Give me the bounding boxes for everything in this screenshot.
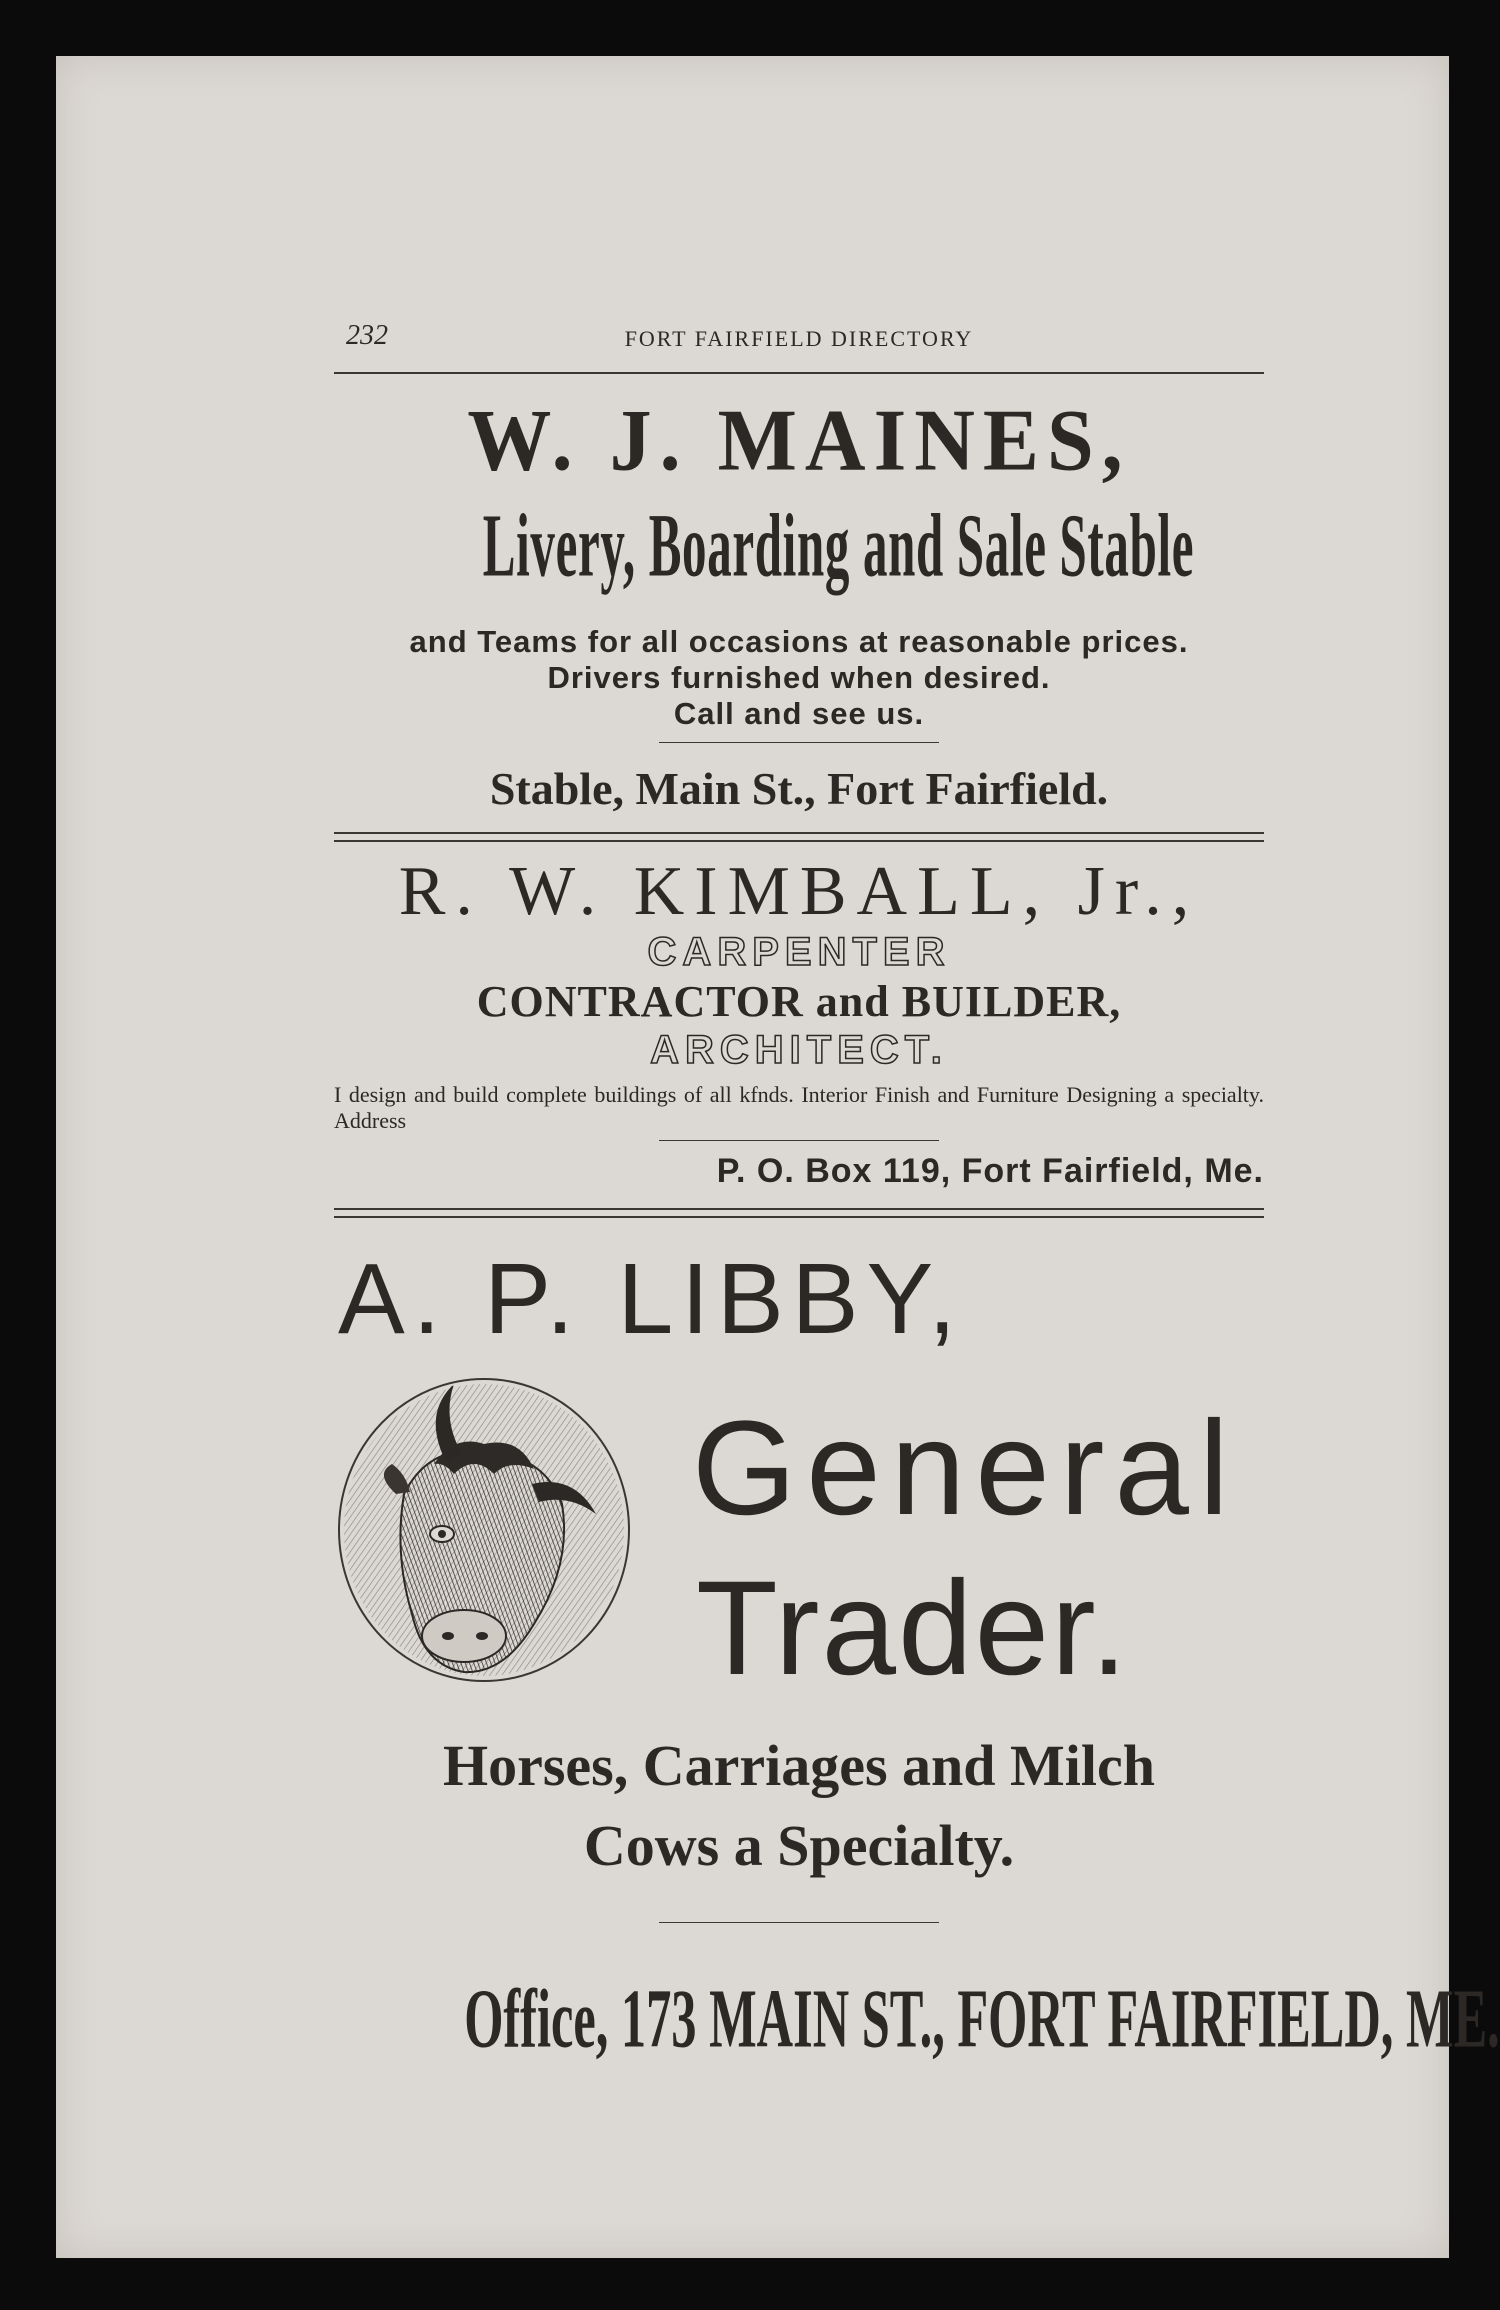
libby-divider	[659, 1922, 939, 1923]
bull-head-engraving-icon	[334, 1374, 634, 1686]
libby-trader: Trader.	[696, 1554, 1130, 1703]
page-content	[334, 312, 1500, 2072]
kimball-carpenter: CARPENTER	[647, 930, 951, 974]
kimball-address: P. O. Box 119, Fort Fairfield, Me.	[716, 1152, 1264, 1190]
kimball-bottom-rule-2	[334, 1216, 1264, 1218]
running-title: FORT FAIRFIELD DIRECTORY	[624, 326, 974, 351]
maines-name: W. J. MAINES,	[467, 391, 1131, 490]
libby-general: General	[692, 1394, 1239, 1543]
page-header	[334, 320, 1264, 360]
libby-specialty-line-2: Cows a Specialty.	[583, 1813, 1015, 1878]
maines-bottom-rule-2	[334, 840, 1264, 842]
libby-office: Office, 173 MAIN ST., FORT FAIRFIELD, ME.	[464, 1973, 1500, 2066]
kimball-name: R. W. KIMBALL, Jr.,	[398, 853, 1200, 930]
kimball-description: I design and build complete buildings of all kfnds. Interior Finish and Furniture Designing a specialty. Address	[334, 1082, 1264, 1133]
maines-bottom-rule	[334, 832, 1264, 834]
maines-line-1: and Teams for all occasions at reasonable prices.	[409, 624, 1189, 659]
kimball-contractor: CONTRACTOR and BUILDER,	[476, 977, 1122, 1026]
directory-page	[56, 56, 1500, 2258]
maines-line-2: Drivers furnished when desired.	[547, 660, 1051, 695]
header-rule	[334, 372, 1264, 374]
kimball-divider	[659, 1140, 939, 1141]
kimball-architect: ARCHITECT.	[650, 1028, 948, 1072]
libby-specialty-line-1: Horses, Carriages and Milch	[442, 1733, 1156, 1798]
maines-divider	[659, 742, 939, 743]
maines-line-3: Call and see us.	[673, 696, 925, 731]
maines-business: Livery, Boarding and Sale Stable	[482, 495, 1195, 596]
kimball-bottom-rule	[334, 1208, 1264, 1210]
libby-name: A. P. LIBBY,	[338, 1243, 965, 1355]
page-number: 232	[346, 320, 388, 351]
maines-address: Stable, Main St., Fort Fairfield.	[489, 763, 1109, 814]
